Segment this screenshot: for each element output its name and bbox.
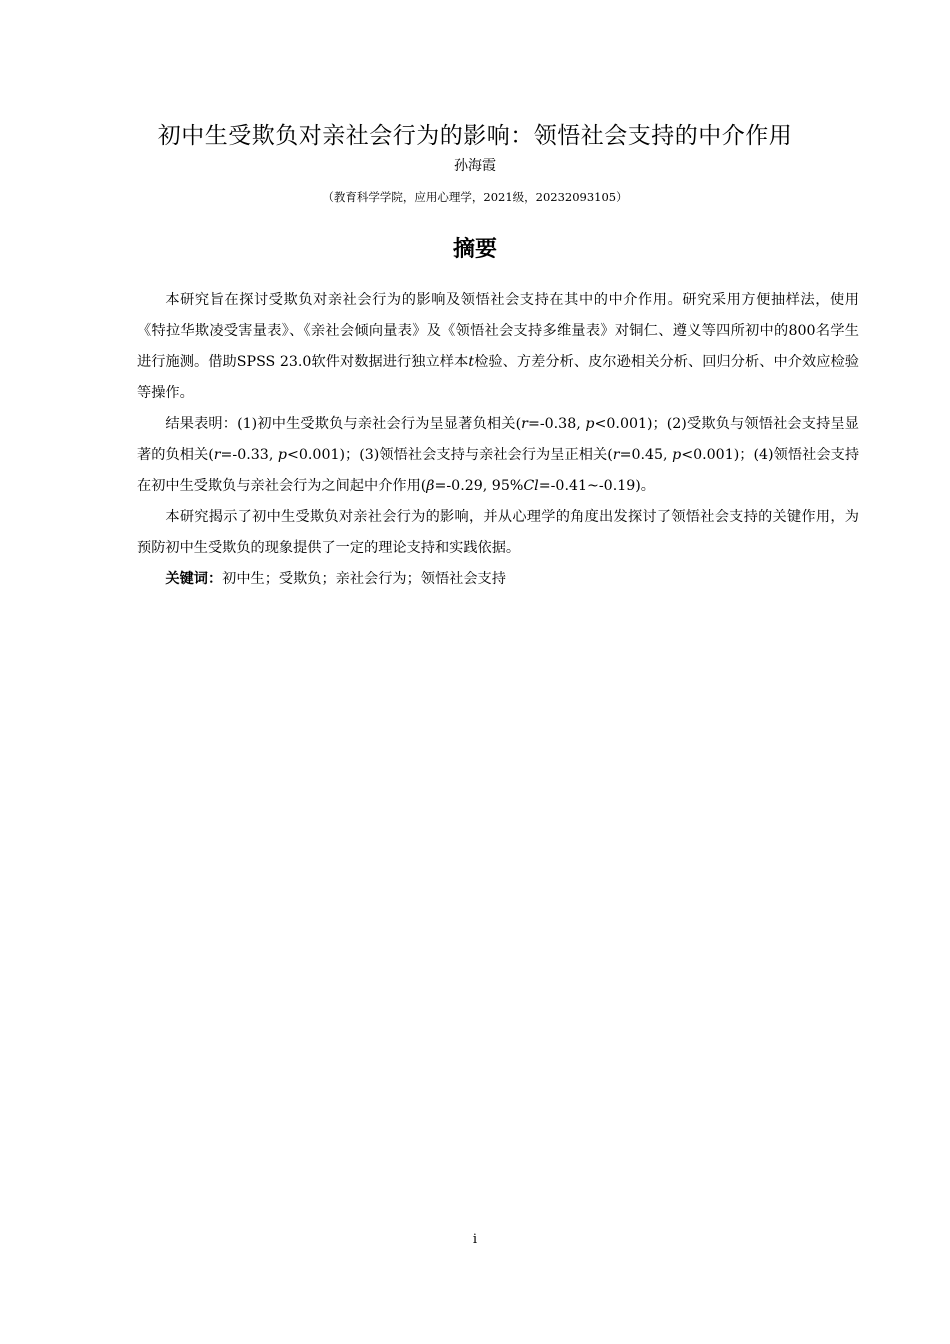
abstract-paragraph-conclusion: 本研究揭示了初中生受欺负对亲社会行为的影响，并从心理学的角度出发探讨了领悟社会支持的关键作用，为预防初中生受欺负的现象提供了一定的理论支持和实践依据。 (137, 509, 859, 556)
abstract-paragraph-results: 结果表明：(1)初中生受欺负与亲社会行为呈显著负相关(r=-0.38, p<0.001)；(2)受欺负与领悟社会支持呈显著的负相关(r=-0.33, p<0.001)；(3)领悟社会支持与亲社会行为呈正相关(r=0.45, p<0.001)；(4)领悟社会支持在初中生受欺负与亲社会行为之间起中介作用(β=-0.29, 95%Cl=-0.41~-0.19)。 (137, 416, 860, 494)
abstract-body (137, 285, 859, 595)
page-number: i (472, 1232, 478, 1247)
paper-title: 初中生受欺负对亲社会行为的影响：领悟社会支持的中介作用 (157, 123, 793, 149)
keywords-line (137, 564, 859, 595)
abstract-paragraph-purpose: 本研究旨在探讨受欺负对亲社会行为的影响及领悟社会支持在其中的中介作用。研究采用方便抽样法，使用《特拉华欺凌受害量表》、《亲社会倾向量表》及《领悟社会支持多维量表》对铜仁、遵义等四所初中的800名学生进行施测。借助SPSS 23.0软件对数据进行独立样本t检验、方差分析、皮尔逊相关分析、回归分析、中介效应检验等操作。 (137, 292, 859, 401)
author-affiliation: （教育科学学院，应用心理学，2021级，20232093105） (322, 190, 628, 204)
abstract-heading: 摘要 (452, 237, 497, 262)
author-name: 孙海霞 (454, 158, 496, 174)
keywords-list: 初中生；受欺负；亲社会行为；领悟社会支持 (222, 571, 506, 587)
keywords-label: 关键词： (165, 571, 223, 587)
